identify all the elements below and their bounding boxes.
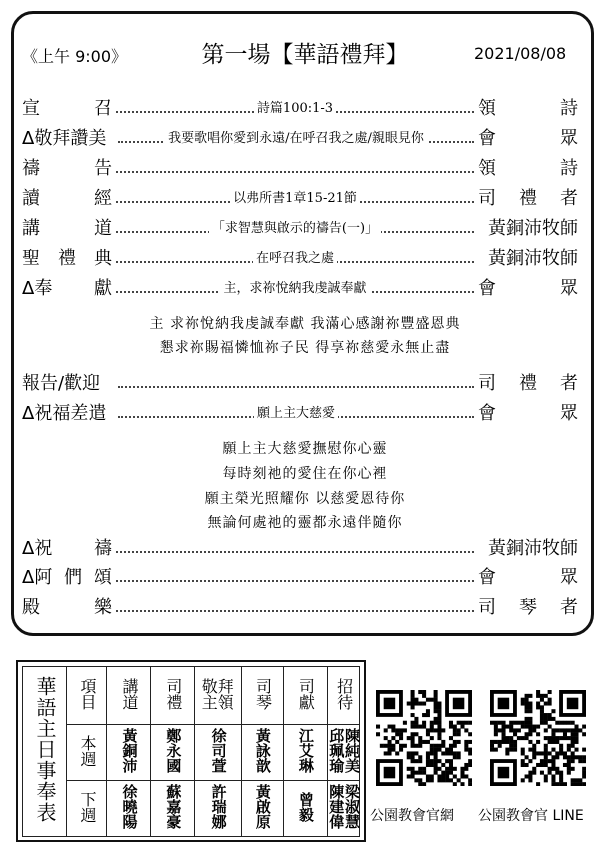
order-item-leader: 領 詩: [478, 158, 578, 179]
order-item-leader: 司 禮 者: [478, 373, 578, 394]
service-date: 2021/08/08: [474, 44, 567, 63]
duty-assignee: 曾毅: [283, 781, 327, 837]
duty-week-label: 下週: [67, 781, 107, 837]
order-row: [22, 157, 578, 181]
duty-table-header: 司琴: [241, 667, 283, 725]
order-row: [22, 372, 578, 396]
duty-table-header: 招待: [327, 667, 360, 725]
lyric-line: 主 求祢悅納我虔誠奉獻 我滿心感謝祢豐盛恩典: [149, 316, 461, 332]
table-row: [23, 781, 360, 837]
duty-table-header: 敬拜主領: [194, 667, 241, 725]
order-item-leader: 會 眾: [478, 567, 578, 588]
table-row: [23, 725, 360, 781]
lyric-line: 每時刻祂的愛住在你心裡: [222, 466, 388, 482]
order-item-detail: 我要歌唱你愛到永遠/在呼召我之處/親眼見你: [118, 127, 474, 151]
order-item-leader: 黃銅沛牧師: [488, 248, 578, 269]
lyric-line: 願上主大慈愛撫慰你心靈: [222, 441, 388, 457]
order-item-label: 宣 召: [22, 98, 112, 119]
duty-table-header: 司獻: [283, 667, 327, 725]
order-item-label: 讀 經: [22, 188, 112, 209]
duty-assignee: 蘇嘉豪: [151, 781, 195, 837]
order-item-detail: 詩篇100:1-3: [116, 97, 474, 121]
duty-assignee: 鄭永國: [151, 725, 195, 781]
order-item-label: Δ奉 獻: [22, 278, 112, 299]
duty-assignee: 陳建偉: [327, 781, 343, 837]
order-item-detail: 願上主大慈愛: [118, 402, 474, 426]
order-item-label: 禱 告: [22, 158, 112, 179]
qr-code-icon[interactable]: [376, 690, 472, 786]
order-row: [22, 596, 578, 620]
order-item-detail: 在呼召我之處: [116, 247, 474, 271]
order-row: [22, 277, 578, 301]
order-item-label: Δ祝福差遣: [22, 403, 107, 424]
order-item-detail: 「求智慧與啟示的禱告(一)」: [116, 217, 474, 241]
order-item-label: 聖 禮 典: [22, 248, 112, 269]
order-item-leader: 司 琴 者: [478, 597, 578, 618]
duty-assignee: 黃銅沛: [107, 725, 151, 781]
qr-caption-website: 公園教會官網: [370, 808, 454, 824]
order-item-leader: 會 眾: [478, 128, 578, 149]
order-item-detail: 以弗所書1章15-21節: [116, 187, 474, 211]
order-item-leader: 會 眾: [478, 278, 578, 299]
order-row: [22, 537, 578, 561]
order-item-leader: 黃銅沛牧師: [488, 218, 578, 239]
order-row: [22, 566, 578, 590]
order-row: [22, 247, 578, 271]
order-row: [22, 97, 578, 121]
order-item-leader: 領 詩: [478, 98, 578, 119]
order-item-label: Δ敬拜讚美: [22, 128, 107, 149]
order-row: [22, 217, 578, 241]
duty-table-title: 華語主日事奉表: [23, 667, 67, 837]
order-item-detail: 主，求祢悅納我虔誠奉獻: [116, 277, 474, 301]
order-item-label: Δ阿 們 頌: [22, 567, 112, 588]
duty-assignee: 許瑞娜: [194, 781, 241, 837]
duty-table: [22, 666, 360, 837]
qr-caption-line: 公園教會官 LINE: [478, 808, 584, 824]
order-row: [22, 402, 578, 426]
order-item-label: 殿 樂: [22, 597, 112, 618]
order-item-leader: 司 禮 者: [478, 188, 578, 209]
order-item-label: 報告/歡迎: [22, 373, 101, 394]
duty-table-header: 司禮: [151, 667, 195, 725]
lyric-line: 懇求祢賜福憐恤祢子民 得享祢慈愛永無止盡: [159, 340, 451, 356]
duty-assignee: 江艾琳: [283, 725, 327, 781]
order-item-detail: [116, 537, 474, 561]
service-time: 《上午 9:00》: [22, 47, 128, 66]
service-title: 第一場【華語禮拜】: [201, 42, 409, 68]
order-row: [22, 187, 578, 211]
duty-assignee: 徐曉陽: [107, 781, 151, 837]
duty-week-label: 本週: [67, 725, 107, 781]
lyric-line: 無論何處祂的靈都永遠伴隨你: [207, 515, 403, 531]
duty-table-header: 項目: [67, 667, 107, 725]
lyric-line: 願主榮光照耀你 以慈愛恩待你: [204, 491, 406, 507]
duty-table-box: [16, 660, 366, 842]
duty-assignee: 梁淑慧: [343, 781, 359, 837]
duty-assignee: 黃啟原: [241, 781, 283, 837]
order-item-detail: [116, 596, 474, 620]
order-item-label: 講 道: [22, 218, 112, 239]
order-item-detail: [118, 372, 474, 396]
duty-assignee: 黃詠歆: [241, 725, 283, 781]
duty-assignee: 邱珮瑜: [327, 725, 343, 781]
order-item-label: Δ祝 禱: [22, 538, 112, 559]
order-item-detail: [116, 157, 474, 181]
order-item-detail: [116, 566, 474, 590]
duty-assignee: 陳純美: [343, 725, 359, 781]
duty-table-header: 講道: [107, 667, 151, 725]
duty-assignee: 徐司萱: [194, 725, 241, 781]
order-item-leader: 會 眾: [478, 403, 578, 424]
order-row: [22, 127, 578, 151]
order-item-leader: 黃銅沛牧師: [488, 538, 578, 559]
qr-code-icon[interactable]: [490, 690, 586, 786]
